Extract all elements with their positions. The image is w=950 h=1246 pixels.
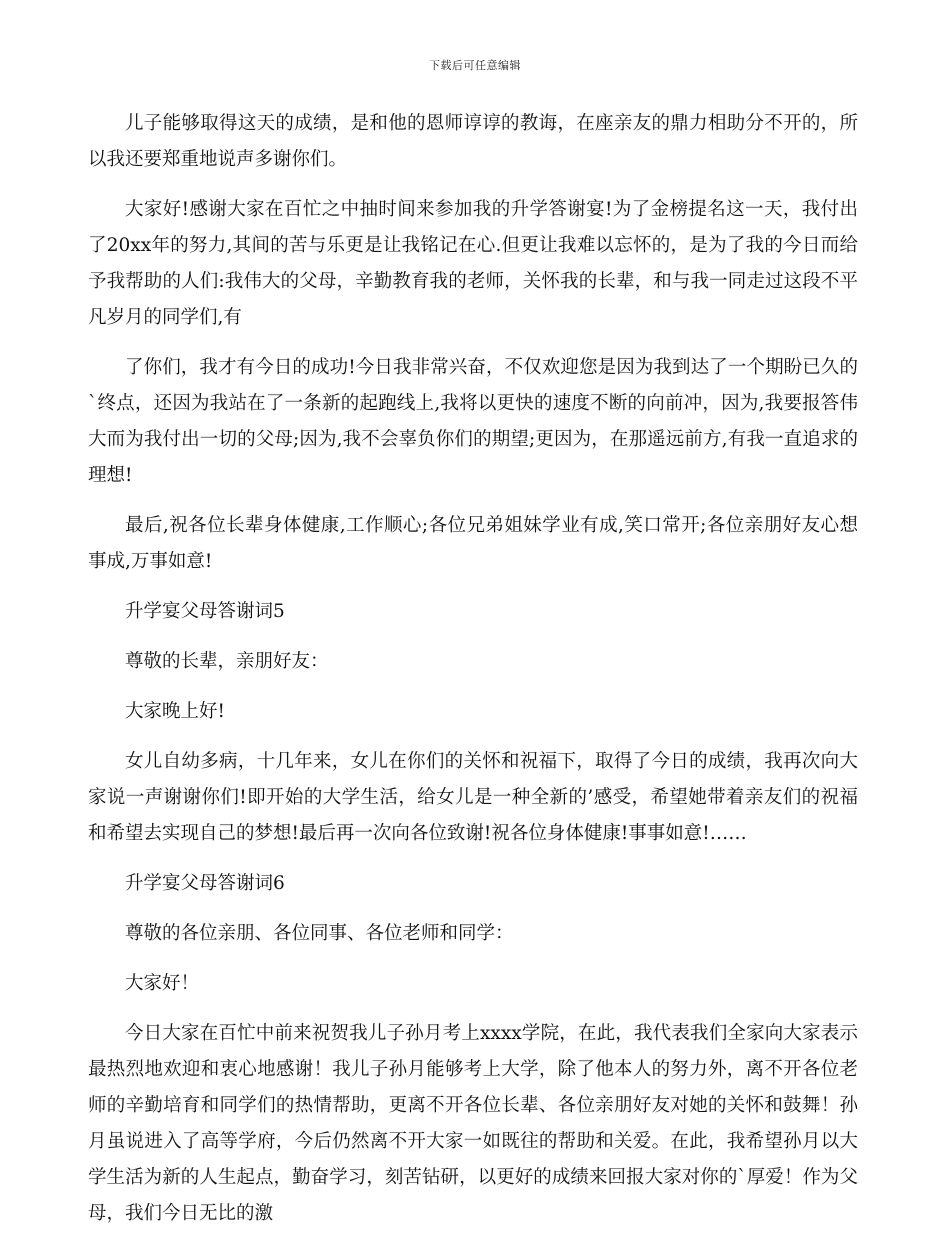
paragraph: 了你们，我才有今日的成功!今日我非常兴奋，不仅欢迎您是因为我到达了一个期盼已久的`终点，还因为我站在了一条新的起跑线上,我将以更快的速度不断的向前冲，因为,我要报答伟大而为我付出一切的父母;因为,我不会辜负你们的期望;更因为，在那遥远前方,有我一直追求的理想! xyxy=(88,357,858,486)
salutation: 尊敬的各位亲朋、各位同事、各位老师和同学： xyxy=(125,923,514,944)
paragraph: 儿子能够取得这天的成绩，是和他的恩师谆谆的教诲，在座亲友的鼎力相助分不开的，所以我还要郑重地说声多谢你们。 xyxy=(88,113,858,170)
document-body xyxy=(88,106,858,1246)
paragraph: 女儿自幼多病，十几年来，女儿在你们的关怀和祝福下，取得了今日的成绩，我再次向大家说一声谢谢你们!即开始的大学生活，给女儿是一种全新的’感受，希望她带着亲友们的祝福和希望去实现自己的梦想!最后再一次向各位致谢!祝各位身体健康!事事如意!…… xyxy=(88,751,858,844)
greeting: 大家晚上好! xyxy=(125,701,225,722)
salutation: 尊敬的长辈，亲朋好友： xyxy=(125,651,329,672)
page-header: 下载后可任意编辑 xyxy=(429,59,521,72)
greeting: 大家好！ xyxy=(125,973,200,994)
section-heading: 升学宴父母答谢词5 xyxy=(125,601,285,622)
section-heading: 升学宴父母答谢词6 xyxy=(125,873,285,894)
paragraph: 最后,祝各位长辈身体健康,工作顺心;各位兄弟姐妹学业有成,笑口常开;各位亲朋好友心想事成,万事如意! xyxy=(88,515,858,572)
paragraph: 今日大家在百忙中前来祝贺我儿子孙月考上xxxx学院，在此，我代表我们全家向大家表示最热烈地欢迎和衷心地感谢！我儿子孙月能够考上大学，除了他本人的努力外，离不开各位老师的辛勤培育和同学们的热情帮助，更离不开各位长辈、各位亲朋好友对她的关怀和鼓舞！孙月虽说进入了高等学府，今后仍然离不开大家一如既往的帮助和关爱。在此，我希望孙月以大学生活为新的人生起点，勤奋学习，刻苦钻研，以更好的成绩来回报大家对你的`厚爱！作为父母，我们今日无比的激 xyxy=(88,1023,858,1224)
paragraph: 大家好!感谢大家在百忙之中抽时间来参加我的升学答谢宴!为了金榜提名这一天，我付出了20xx年的努力,其间的苦与乐更是让我铭记在心.但更让我难以忘怀的，是为了我的今日而给予我帮助的人们:我伟大的父母，辛勤教育我的老师，关怀我的长辈，和与我一同走过这段不平凡岁月的同学们,有 xyxy=(88,199,858,328)
